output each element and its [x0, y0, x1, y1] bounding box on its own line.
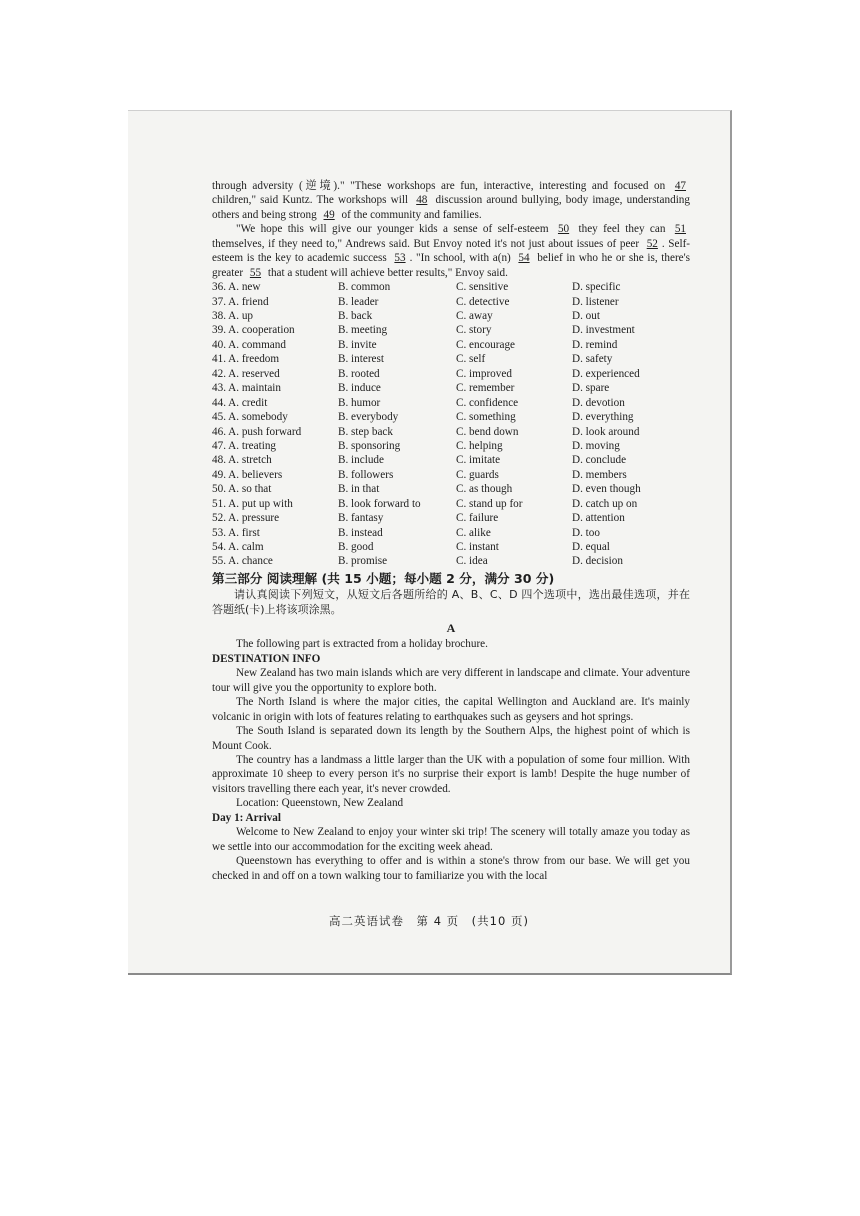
- option-b: B. promise: [338, 555, 388, 568]
- option-c: C. story: [456, 324, 492, 337]
- option-d: D. specific: [572, 281, 621, 294]
- option-d: D. catch up on: [572, 497, 638, 510]
- exam-page: [128, 110, 732, 975]
- option-d: D. investment: [572, 324, 635, 337]
- option-b: B. sponsoring: [338, 439, 401, 452]
- option-c: C. stand up for: [456, 497, 523, 510]
- option-b: B. common: [338, 281, 391, 294]
- option-b: B. everybody: [338, 411, 399, 424]
- option-d: D. equal: [572, 541, 610, 554]
- option-d: D. experienced: [572, 367, 640, 380]
- option-row: [212, 482, 690, 496]
- destination-paragraph: The North Island is where the major cities, the capital Wellington and Auckland are. It's mainly volcanic in origin with lots of features relating to earthquakes such as geysers and hot springs.: [212, 696, 690, 723]
- destination-paragraph: The country has a landmass a little larger than the UK with a population of some four million. With approximate 10 sheep to every person it's no surprise their export is lamb! Despite the huge number of visitors travelling there each year, it's never crowded.: [212, 754, 690, 795]
- option-a: 51. A. put up with: [212, 497, 293, 510]
- option-a: 44. A. credit: [212, 396, 268, 409]
- option-b: B. look forward to: [338, 497, 421, 510]
- part3-instruction: 请认真阅读下列短文，从短文后各题所给的 A、B、C、D 四个选项中，选出最佳选项，并在答题纸(卡)上将该项涂黑。: [212, 587, 690, 617]
- option-c: C. instant: [456, 541, 499, 554]
- blank-54: 54: [518, 252, 530, 265]
- option-d: D. too: [572, 526, 600, 539]
- blank-55: 55: [249, 266, 262, 279]
- option-b: B. fantasy: [338, 512, 384, 525]
- option-row: [212, 468, 690, 482]
- blank-51: 51: [674, 223, 687, 236]
- option-row: [212, 381, 690, 395]
- option-a: 41. A. freedom: [212, 353, 280, 366]
- cloze-paragraph-2: "We hope this will give our younger kids a sense of self-esteem 50 they feel they can 51 themselves, if they need to," Andrews said. But Envoy noted it's not just about issues of peer 52 . Self-esteem is the key to academic success 53 . "In school, with a(n) 54 belief in who he or she is, there's greater 55 that a student will achieve better results," Envoy said.: [212, 223, 691, 279]
- option-c: C. something: [456, 411, 516, 424]
- option-row: [212, 497, 690, 511]
- option-c: C. detective: [456, 295, 510, 308]
- option-a: 45. A. somebody: [212, 411, 288, 424]
- location-line: Location: Queenstown, New Zealand: [236, 797, 404, 810]
- option-b: B. meeting: [338, 324, 388, 337]
- option-row: [212, 309, 690, 323]
- option-a: 37. A. friend: [212, 295, 269, 308]
- option-c: C. self: [456, 353, 486, 366]
- page-footer: 高二英语试卷 第 4 页 (共10 页): [329, 914, 529, 928]
- option-c: C. failure: [456, 512, 499, 525]
- option-a: 54. A. calm: [212, 541, 264, 554]
- option-d: D. look around: [572, 425, 640, 438]
- option-b: B. in that: [338, 483, 380, 496]
- destination-paragraph: The South Island is separated down its length by the Southern Alps, the highest point of which is Mount Cook.: [212, 725, 690, 752]
- option-row: [212, 511, 690, 525]
- section-letter: A: [446, 620, 456, 635]
- option-row: [212, 410, 690, 424]
- option-row: [212, 295, 690, 309]
- option-d: D. spare: [572, 382, 610, 395]
- option-c: C. remember: [456, 382, 515, 395]
- option-a: 49. A. believers: [212, 468, 283, 481]
- option-d: D. out: [572, 310, 600, 323]
- option-d: D. attention: [572, 512, 625, 525]
- option-row: [212, 425, 690, 439]
- option-b: B. followers: [338, 468, 394, 481]
- option-c: C. helping: [456, 439, 503, 452]
- option-d: D. remind: [572, 338, 618, 351]
- option-row: [212, 367, 690, 381]
- blank-47: 47: [674, 180, 687, 192]
- cloze-paragraph-1: through adversity (逆境)." "These workshops are fun, interactive, interesting and focused on 47 children," said Kuntz. The workshops will 48 discussion around bullying, body image, understanding others and being strong 49 of the community and families.: [212, 180, 690, 221]
- option-a: 52. A. pressure: [212, 512, 280, 525]
- blank-50: 50: [557, 223, 570, 236]
- option-b: B. humor: [338, 396, 381, 409]
- option-b: B. back: [338, 310, 373, 323]
- option-d: D. listener: [572, 295, 619, 308]
- option-a: 38. A. up: [212, 310, 254, 323]
- option-d: D. decision: [572, 555, 623, 568]
- page-content: [212, 179, 690, 883]
- option-row: [212, 526, 690, 540]
- option-c: C. confidence: [456, 396, 519, 409]
- option-b: B. include: [338, 454, 384, 467]
- option-b: B. instead: [338, 526, 383, 539]
- option-a: 36. A. new: [212, 281, 261, 294]
- cloze-options: [212, 280, 690, 569]
- option-c: C. away: [456, 310, 493, 323]
- option-row: [212, 338, 690, 352]
- option-c: C. bend down: [456, 425, 519, 438]
- option-b: B. step back: [338, 425, 393, 438]
- option-b: B. induce: [338, 382, 381, 395]
- option-row: [212, 323, 690, 337]
- option-a: 53. A. first: [212, 526, 260, 539]
- option-d: D. even though: [572, 483, 641, 496]
- option-row: [212, 554, 690, 568]
- option-row: [212, 396, 690, 410]
- option-a: 48. A. stretch: [212, 454, 272, 467]
- option-row: [212, 439, 690, 453]
- option-d: D. devotion: [572, 396, 625, 409]
- day1-paragraph: Queenstown has everything to offer and is within a stone's throw from our base. We will get you checked in and off on a town walking tour to familiarize you with the local: [212, 855, 690, 882]
- option-d: D. everything: [572, 411, 634, 424]
- blank-53: 53: [394, 252, 406, 265]
- option-c: C. encourage: [456, 338, 516, 351]
- option-d: D. conclude: [572, 454, 627, 467]
- option-row: [212, 453, 690, 467]
- destination-paragraph: New Zealand has two main islands which are very different in landscape and climate. Your adventure tour will give you the opportunity to explore both.: [212, 667, 690, 694]
- option-d: D. safety: [572, 353, 613, 366]
- option-a: 46. A. push forward: [212, 425, 302, 438]
- destination-heading: DESTINATION INFO: [212, 652, 321, 665]
- option-d: D. members: [572, 468, 627, 481]
- blank-49: 49: [323, 208, 335, 221]
- option-c: C. idea: [456, 555, 488, 568]
- option-a: 43. A. maintain: [212, 382, 281, 395]
- option-c: C. sensitive: [456, 281, 509, 294]
- day1-heading: Day 1: Arrival: [212, 811, 281, 824]
- option-a: 50. A. so that: [212, 483, 272, 496]
- part3-heading: 第三部分 阅读理解 (共 15 小题；每小题 2 分，满分 30 分): [212, 570, 555, 586]
- option-b: B. leader: [338, 295, 379, 308]
- blank-52: 52: [646, 237, 658, 250]
- option-row: [212, 540, 690, 554]
- option-row: [212, 352, 690, 366]
- option-c: C. guards: [456, 468, 499, 481]
- option-c: C. as though: [456, 483, 513, 496]
- option-b: B. interest: [338, 353, 384, 366]
- option-a: 39. A. cooperation: [212, 324, 295, 337]
- option-c: C. improved: [456, 367, 512, 380]
- day1-paragraph: Welcome to New Zealand to enjoy your winter ski trip! The scenery will totally amaze you today as we settle into our accommodation for the exciting week ahead.: [212, 826, 690, 853]
- option-d: D. moving: [572, 439, 620, 452]
- option-b: B. invite: [338, 338, 377, 351]
- passage-intro: The following part is extracted from a holiday brochure.: [236, 638, 488, 651]
- option-row: [212, 280, 690, 294]
- option-b: B. rooted: [338, 367, 380, 380]
- option-b: B. good: [338, 541, 374, 554]
- option-a: 55. A. chance: [212, 555, 273, 568]
- option-c: C. alike: [456, 526, 491, 539]
- option-a: 40. A. command: [212, 338, 286, 351]
- blank-48: 48: [416, 194, 428, 207]
- option-a: 42. A. reserved: [212, 367, 280, 380]
- option-c: C. imitate: [456, 454, 501, 467]
- option-a: 47. A. treating: [212, 439, 277, 452]
